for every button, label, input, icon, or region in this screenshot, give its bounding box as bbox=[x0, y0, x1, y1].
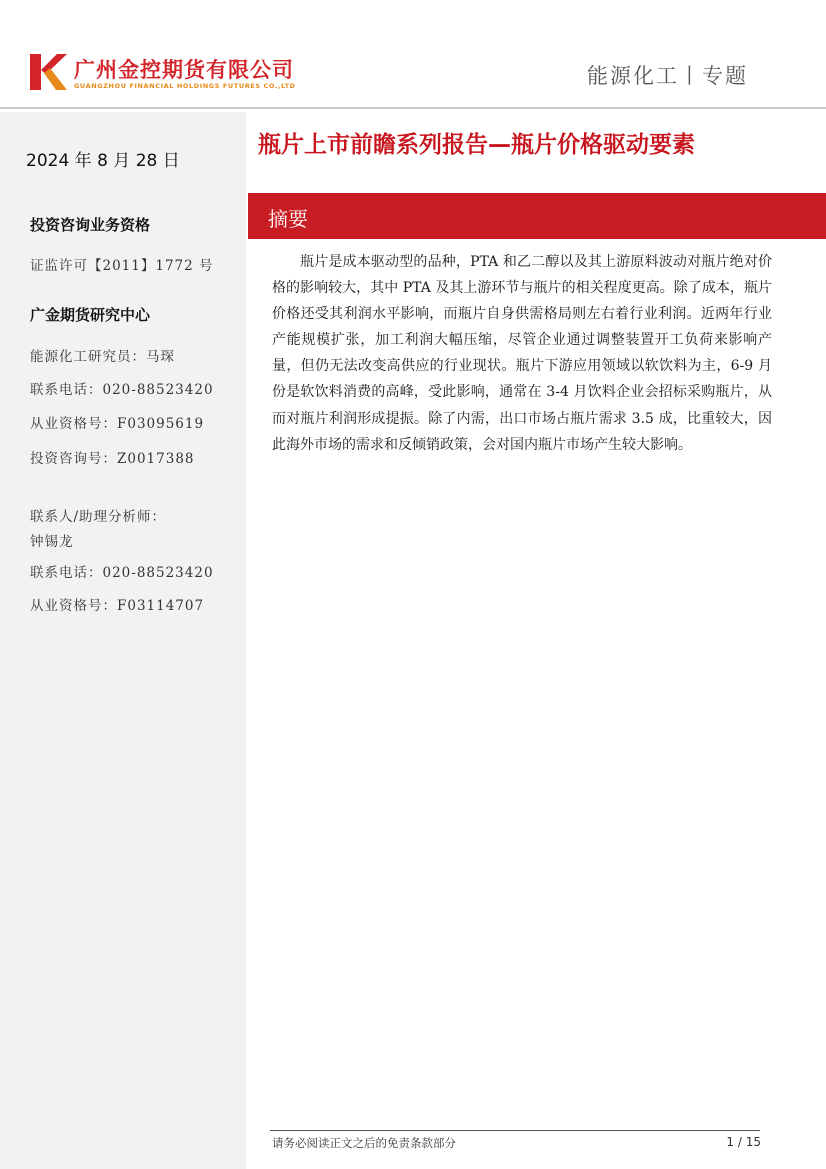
footer-divider bbox=[270, 1130, 760, 1131]
logo-company-name: 广州金控期货有限公司 bbox=[74, 58, 294, 82]
report-date: 2024 年 8 月 28 日 bbox=[26, 151, 180, 171]
assistant-name: 钟锡龙 bbox=[30, 534, 74, 550]
header-divider bbox=[0, 107, 826, 109]
logo-company-name-en: GUANGZHOU FINANCIAL HOLDINGS FUTURES CO.,LTD bbox=[74, 82, 296, 90]
abstract-body: 瓶片是成本驱动型的品种，PTA 和乙二醇以及其上游原料波动对瓶片绝对价格的影响较大，其中 PTA 及其上游环节与瓶片的相关程度更高。除了成本，瓶片价格还受其利润水平影响，而瓶片自身供需格局则左右着行业利润。近两年行业产能规模扩张，加工利润大幅压缩，尽管企业通过调整装置开工负荷来影响产量，但仍无法改变高供应的行业现状。瓶片下游应用领域以软饮料为主，6-9 月份是软饮料消费的高峰，受此影响，通常在 3-4 月饮料企业会招标采购瓶片，从而对瓶片利润形成提振。除了内需，出口市场占瓶片需求 3.5 成，比重较大，因此海外市场的需求和反倾销政策，会对国内瓶片市场产生较大影响。 bbox=[272, 254, 772, 453]
research-center-heading: 广金期货研究中心 bbox=[30, 306, 151, 324]
researcher-phone: 联系电话：020-88523420 bbox=[30, 382, 214, 398]
abstract-banner bbox=[248, 193, 826, 239]
report-category: 能源化工丨专题 bbox=[587, 64, 748, 88]
researcher-consult: 投资咨询号：Z0017388 bbox=[30, 451, 195, 467]
assistant-phone: 联系电话：020-88523420 bbox=[30, 565, 214, 581]
researcher-cert: 从业资格号：F03095619 bbox=[30, 416, 205, 432]
license-number: 证监许可【2011】1772 号 bbox=[30, 258, 214, 274]
qualification-heading: 投资咨询业务资格 bbox=[30, 216, 151, 234]
assistant-label: 联系人/助理分析师： bbox=[30, 509, 167, 525]
footer-disclaimer: 请务必阅读正文之后的免责条款部分 bbox=[272, 1136, 456, 1150]
researcher-name: 能源化工研究员：马琛 bbox=[30, 349, 175, 365]
assistant-cert: 从业资格号：F03114707 bbox=[30, 598, 205, 614]
page-number: 1 / 15 bbox=[726, 1135, 761, 1149]
logo-k-icon bbox=[28, 52, 68, 92]
report-title: 瓶片上市前瞻系列报告—瓶片价格驱动要素 bbox=[258, 132, 695, 158]
abstract-heading: 摘要 bbox=[268, 207, 308, 231]
company-logo bbox=[28, 52, 328, 98]
